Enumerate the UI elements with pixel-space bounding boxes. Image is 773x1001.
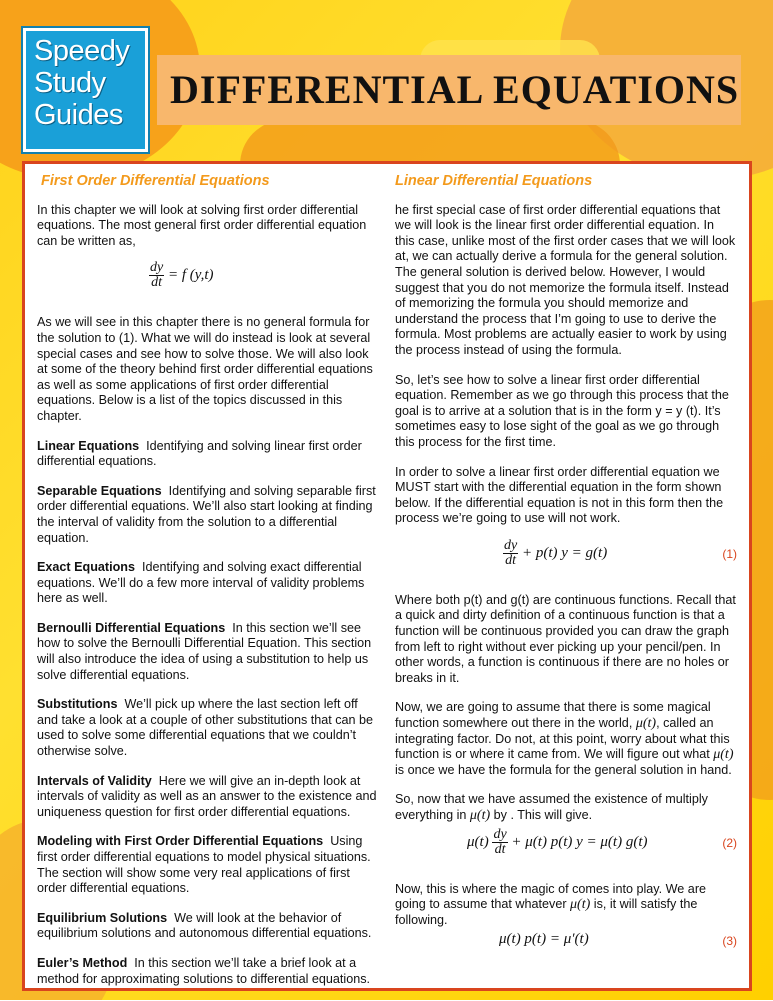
- equation-lhs: μ(t): [467, 833, 489, 850]
- denominator: dt: [151, 275, 163, 291]
- paragraph: he first special case of first order differential equations that we will look is the linear first order differential equation. In this case, unlike most of the first order cases that we will look at, we can actually derive a formula for the general solution. The general solution is derived below. However, I would suggest that you do not memorize the formula itself. Instead of memorizing the formula you should memorize and understand the process that I’m going to use to derive the formula. Most problems are actually easier to work by using the process instead of using the formula.: [395, 202, 736, 357]
- text-run: Now, we are going to assume that there is some magical function somewhere out there in the world,: [395, 700, 711, 731]
- equation-3: [395, 930, 737, 956]
- mu-symbol: μ(t): [469, 808, 491, 823]
- denominator: dt: [505, 552, 517, 568]
- paragraph: Where both p(t) and g(t) are continuous functions. Recall that a quick and dirty definition of a continuous function is that a function will be continuous provided you can draw the graph from left to right without ever picking up your pencil/pen. In other words, a function is continuous if there are no holes or breaks in it.: [395, 592, 736, 685]
- right-column: [395, 174, 737, 970]
- topic-text: We’ll pick up where the last section left off and take a look at a couple of other substitutions that can be used to solve some differential equations that we couldn’t otherwise solve.: [37, 697, 374, 759]
- topic-text: We will look at the behavior of equilibrium solutions and autonomous differential equations.: [37, 910, 372, 941]
- denominator: dt: [494, 841, 506, 857]
- fraction: [149, 261, 164, 290]
- paragraph: [395, 792, 737, 823]
- equation-rhs: = f (y,t): [167, 267, 214, 284]
- fraction: [503, 539, 518, 568]
- numerator: dy: [493, 826, 507, 842]
- mu-symbol: μ(t): [713, 747, 734, 763]
- speedy-study-guides-logo: [23, 28, 148, 152]
- text-run: Now, this is where the magic of comes into play. We are going to assume that whatever: [395, 881, 707, 912]
- equation-rhs: + p(t) y = g(t): [521, 544, 608, 561]
- equation-1: [395, 539, 737, 579]
- paragraph: As we will see in this chapter there is no general formula for the solution to (1). What we will do instead is look at several special cases and see how to solve those. We will also look at some of the theory behind first order differential equations as well as some applications of first order differential equations. Below is a list of the topics discussed in this chapter.: [37, 315, 373, 423]
- topic-text: Identifying and solving exact differential equations. We’ll do a few more interval of validity problems here as well.: [37, 560, 365, 606]
- topic-name: Exact Equations: [37, 560, 135, 575]
- topic-name: Modeling with First Order Differential Equations: [37, 834, 324, 849]
- logo-line: Speedy: [34, 35, 130, 67]
- topic-name: Substitutions: [37, 697, 118, 712]
- text-run: is, it will satisfy the following.: [395, 897, 698, 927]
- intro-paragraph: In this chapter we will look at solving first order differential equations. The most general first order differential equation can be written as,: [37, 202, 367, 248]
- numerator: dy: [504, 537, 518, 553]
- mu-symbol: μ(t): [570, 897, 591, 913]
- equation-number: (1): [722, 546, 737, 561]
- paragraph: In order to solve a linear first order differential equation we MUST start with the differential equation in the form shown below. If the differential equation is not in this form then the process we’re going to use will not work.: [395, 464, 724, 526]
- general-equation: [37, 261, 379, 301]
- equation-2: [395, 828, 737, 868]
- topic-item: [37, 697, 379, 759]
- text-run: by . This will give.: [493, 808, 593, 822]
- equation-rhs: + μ(t) p(t) y = μ(t) g(t): [511, 833, 648, 850]
- topic-text: In this section we’ll see how to solve the Bernoulli Differential Equation. This section will also introduce the idea of using a substitution to help us solve differential equations.: [37, 620, 372, 682]
- topic-name: Separable Equations: [37, 483, 162, 498]
- content-panel: [22, 161, 752, 991]
- paragraph: So, let’s see how to solve a linear first order differential equation. Remember as we go through this process that the goal is to arrive at a solution that is in the form y = y (t). It’s sometimes easy to lose sight of the goal as we go through this process for the first time.: [395, 372, 729, 449]
- paragraph: [395, 882, 737, 929]
- topic-name: Equilibrium Solutions: [37, 910, 168, 925]
- topic-name: Euler’s Method: [37, 955, 128, 970]
- topic-item: [37, 956, 379, 987]
- text-run: , called an integrating factor. Do not, at this point, worry about what this function is or where it came from. We will figure out what: [395, 716, 730, 762]
- page-title: DIFFERENTIAL EQUATIONS: [170, 67, 740, 112]
- equation-body: μ(t) p(t) = μ′(t): [499, 931, 589, 948]
- topic-item: [37, 560, 379, 607]
- equation-number: (3): [722, 934, 737, 949]
- topic-text: Here we will give an in-depth look at intervals of validity as well as an answer to the existence and uniqueness question for first order differential equations.: [37, 773, 377, 819]
- section-heading: First Order Differential Equations: [41, 173, 270, 189]
- topic-item: [37, 621, 379, 683]
- topic-item: [37, 834, 379, 896]
- topic-text: In this section we’ll take a brief look at a method for approximating solutions to differential equations.: [37, 955, 371, 986]
- topic-text: Identifying and solving separable first order differential equations. We’ll also start looking at finding the interval of validity from the solution to a differential equation.: [37, 483, 376, 545]
- text-run: is once we have the formula for the general solution in hand.: [395, 762, 732, 777]
- mu-symbol: μ(t): [635, 716, 657, 732]
- topic-item: [37, 439, 379, 470]
- logo-line: Guides: [34, 99, 123, 131]
- text-run: So, now that we have assumed the existence of multiply everything in: [395, 792, 708, 822]
- left-column: [37, 174, 379, 1001]
- topic-name: Linear Equations: [37, 438, 140, 453]
- topic-item: [37, 911, 379, 942]
- topic-item: [37, 484, 379, 546]
- numerator: dy: [150, 260, 164, 276]
- topic-text: Using first order differential equations to model physical situations. The section will show some very real applications of first order differential equations.: [37, 834, 371, 896]
- paragraph: [395, 700, 737, 778]
- topic-item: [37, 774, 379, 821]
- fraction: [492, 828, 507, 857]
- logo-line: Study: [34, 67, 106, 99]
- topic-name: Intervals of Validity: [37, 773, 152, 788]
- section-heading: Linear Differential Equations: [395, 173, 593, 189]
- topic-name: Bernoulli Differential Equations: [37, 620, 226, 635]
- equation-number: (2): [722, 835, 737, 850]
- topic-text: Identifying and solving linear first order differential equations.: [37, 438, 362, 469]
